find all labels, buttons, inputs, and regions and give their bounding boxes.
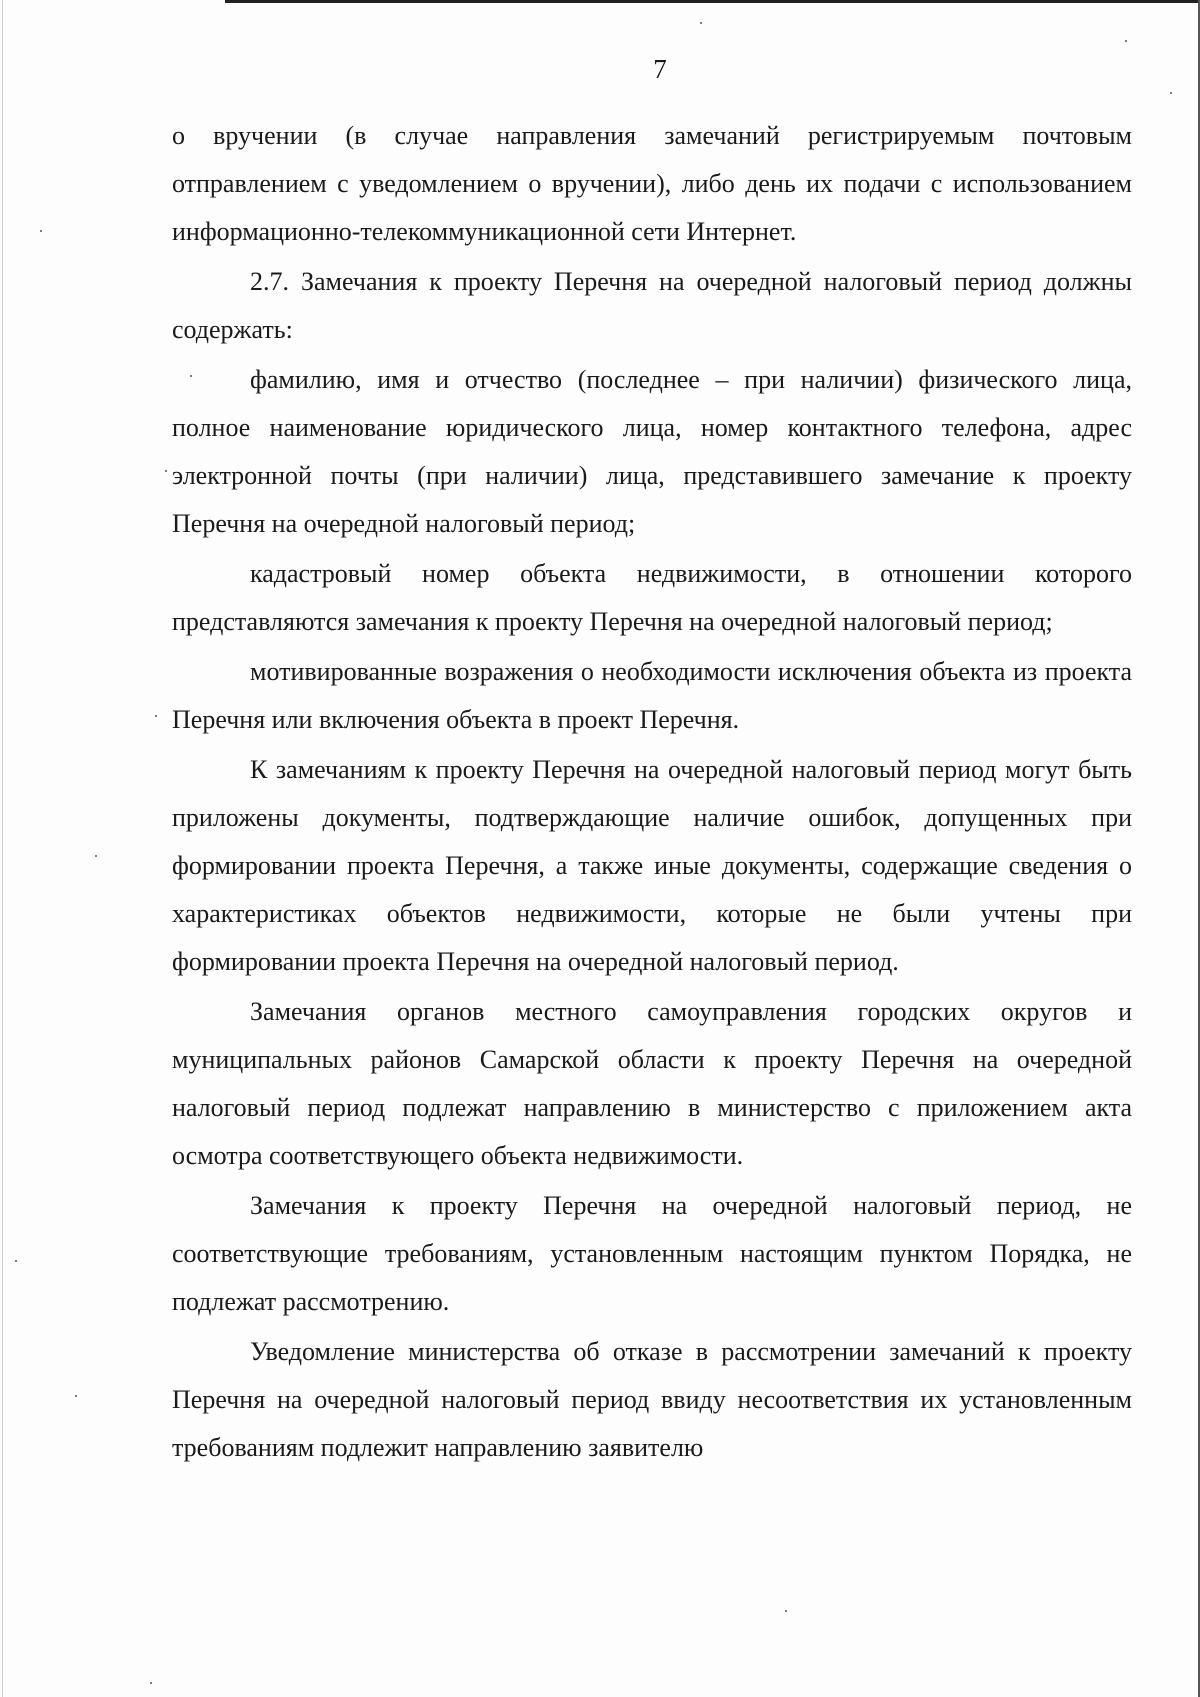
scan-speck [190,375,192,377]
scan-top-edge [225,0,1200,3]
scan-speck [155,715,157,717]
scan-speck [15,1260,17,1262]
scan-speck [1125,40,1127,42]
scan-speck [700,22,702,24]
paragraph-requirement-name: фамилию, имя и отчество (последнее – при наличии) физического лица, полное наименование юридического лица, номер контактного телефона, адрес электронной почты (при наличии) лица, представившего замечание к проекту Перечня на очередной налоговый период; [172,365,1132,538]
page-number: 7 [653,54,667,84]
paragraph-2-7-heading: 2.7. Замечания к проекту Перечня на очередной налоговый период должны содержать: [172,267,1132,344]
paragraph-requirement-cadastral: кадастровый номер объекта недвижимости, в отношении которого представляются замечания к проекту Перечня на очередной налоговый период; [172,559,1132,636]
paragraph-attachments: К замечаниям к проекту Перечня на очередной налоговый период могут быть приложены документы, подтверждающие наличие ошибок, допущенных при формировании проекта Перечня, а также иные документы, содержащие сведения о характеристиках объектов недвижимости, которые не были учтены при формировании проекта Перечня на очередной налоговый период. [172,755,1132,976]
document-body [172,112,1132,1472]
scan-speck [95,855,97,857]
scan-speck [165,470,167,472]
paragraph-requirement-objections: мотивированные возражения о необходимости исключения объекта из проекта Перечня или включения объекта в проект Перечня. [172,657,1132,734]
scan-speck [40,230,42,232]
scan-speck [150,1682,152,1684]
scan-speck [75,1395,77,1397]
scan-speck [1170,92,1172,94]
paragraph-refusal-notice: Уведомление министерства об отказе в рассмотрении замечаний к проекту Перечня на очередной налоговый период ввиду несоответствия их установленным требованиям подлежит направлению заявителю [172,1337,1132,1462]
paragraph-continuation: о вручении (в случае направления замечаний регистрируемым почтовым отправлением с уведомлением о вручении), либо день их подачи с использованием информационно-телекоммуникационной сети Интернет. [172,121,1132,246]
paragraph-non-compliant: Замечания к проекту Перечня на очередной налоговый период, не соответствующие требованиям, установленным настоящим пунктом Порядка, не подлежат рассмотрению. [172,1191,1132,1316]
scan-speck [785,1610,787,1612]
scan-left-edge [2,0,3,1697]
paragraph-local-authorities: Замечания органов местного самоуправления городских округов и муниципальных районов Самарской области к проекту Перечня на очередной налоговый период подлежат направлению в министерство с приложением акта осмотра соответствующего объекта недвижимости. [172,997,1132,1170]
